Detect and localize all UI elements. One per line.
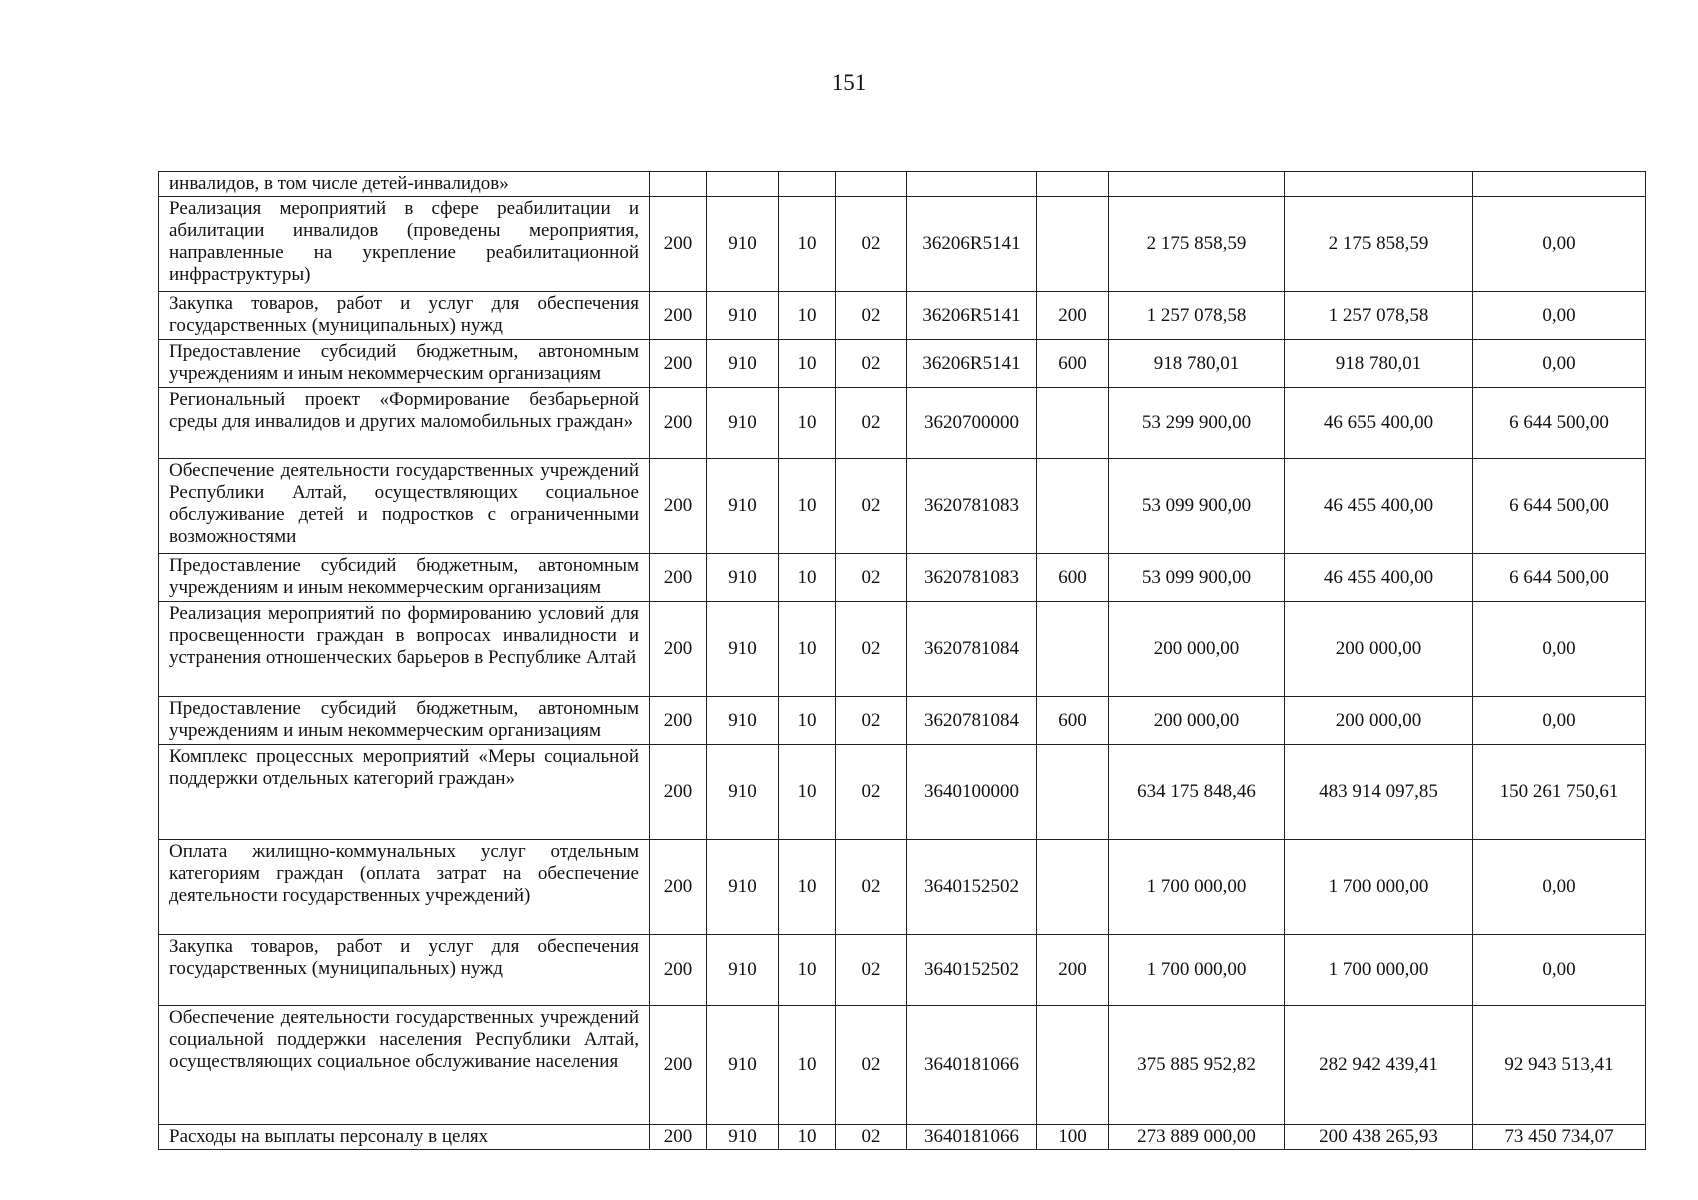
cell-total: 1 257 078,58 [1109,292,1285,340]
row-description: инвалидов, в том числе детей-инвалидов» [159,172,650,197]
table-row [159,388,1646,459]
cell-total: 375 885 952,82 [1109,1006,1285,1125]
cell-gr: 200 [650,340,707,388]
cell-pr: 02 [836,840,907,935]
cell-total: 53 099 900,00 [1109,554,1285,602]
cell-ved: 910 [707,602,779,697]
cell-vr: 600 [1037,554,1109,602]
cell-ved: 910 [707,388,779,459]
cell-regional: 200 000,00 [1285,602,1473,697]
cell-rz: 10 [779,554,836,602]
table-row [159,554,1646,602]
cell-ved: 910 [707,554,779,602]
cell-regional: 46 655 400,00 [1285,388,1473,459]
cell-gr: 200 [650,292,707,340]
table-row [159,459,1646,554]
cell-rz: 10 [779,1125,836,1150]
table-row [159,340,1646,388]
cell-federal: 0,00 [1473,292,1646,340]
cell-rz: 10 [779,388,836,459]
cell-gr [650,172,707,197]
cell-pr: 02 [836,292,907,340]
cell-rz: 10 [779,340,836,388]
cell-regional [1285,172,1473,197]
table-row [159,840,1646,935]
row-description: Закупка товаров, работ и услуг для обеспечения государственных (муниципальных) нужд [159,292,650,340]
cell-ved: 910 [707,459,779,554]
cell-rz: 10 [779,602,836,697]
cell-federal: 150 261 750,61 [1473,745,1646,840]
cell-gr: 200 [650,745,707,840]
cell-vr [1037,197,1109,292]
cell-total: 634 175 848,46 [1109,745,1285,840]
cell-pr [836,172,907,197]
cell-pr: 02 [836,340,907,388]
cell-federal: 0,00 [1473,197,1646,292]
row-description: Комплекс процессных мероприятий «Меры социальной поддержки отдельных категорий граждан» [159,745,650,840]
cell-rz: 10 [779,459,836,554]
row-description: Предоставление субсидий бюджетным, автономным учреждениям и иным некоммерческим организациям [159,340,650,388]
row-description: Обеспечение деятельности государственных учреждений Республики Алтай, осуществляющих социальное обслуживание детей и подростков с ограниченными возможностями [159,459,650,554]
row-description: Реализация мероприятий по формированию условий для просвещенности граждан в вопросах инвалидности и устранения отношенческих барьеров в Республике Алтай [159,602,650,697]
cell-federal: 73 450 734,07 [1473,1125,1646,1150]
row-description: Предоставление субсидий бюджетным, автономным учреждениям и иным некоммерческим организациям [159,697,650,745]
row-description: Оплата жилищно-коммунальных услуг отдельным категориям граждан (оплата затрат на обеспечение деятельности государственных учреждений) [159,840,650,935]
row-description: Расходы на выплаты персоналу в целях [159,1125,650,1150]
cell-csr: 3620781084 [907,697,1037,745]
cell-federal: 0,00 [1473,935,1646,1006]
row-description: Предоставление субсидий бюджетным, автономным учреждениям и иным некоммерческим организациям [159,554,650,602]
cell-pr: 02 [836,602,907,697]
cell-regional: 918 780,01 [1285,340,1473,388]
cell-csr: 36206R5141 [907,197,1037,292]
cell-csr: 3640181066 [907,1006,1037,1125]
cell-regional: 282 942 439,41 [1285,1006,1473,1125]
cell-federal: 92 943 513,41 [1473,1006,1646,1125]
cell-pr: 02 [836,459,907,554]
cell-regional: 2 175 858,59 [1285,197,1473,292]
cell-vr: 600 [1037,697,1109,745]
table-row [159,602,1646,697]
cell-gr: 200 [650,197,707,292]
cell-csr: 3620781084 [907,602,1037,697]
page-number: 151 [831,70,867,95]
cell-gr: 200 [650,697,707,745]
cell-regional: 200 000,00 [1285,697,1473,745]
cell-federal: 6 644 500,00 [1473,459,1646,554]
cell-total: 1 700 000,00 [1109,935,1285,1006]
cell-regional: 46 455 400,00 [1285,459,1473,554]
cell-ved [707,172,779,197]
cell-rz [779,172,836,197]
cell-vr: 200 [1037,292,1109,340]
cell-vr [1037,388,1109,459]
cell-total: 2 175 858,59 [1109,197,1285,292]
cell-vr: 600 [1037,340,1109,388]
cell-vr [1037,1006,1109,1125]
cell-gr: 200 [650,840,707,935]
table-row [159,197,1646,292]
cell-vr: 100 [1037,1125,1109,1150]
cell-ved: 910 [707,697,779,745]
cell-csr: 3620781083 [907,554,1037,602]
cell-pr: 02 [836,745,907,840]
cell-gr: 200 [650,602,707,697]
cell-rz: 10 [779,745,836,840]
cell-csr [907,172,1037,197]
cell-regional: 483 914 097,85 [1285,745,1473,840]
row-description: Региональный проект «Формирование безбарьерной среды для инвалидов и других маломобильных граждан» [159,388,650,459]
cell-gr: 200 [650,935,707,1006]
cell-total [1109,172,1285,197]
cell-rz: 10 [779,292,836,340]
cell-csr: 3620700000 [907,388,1037,459]
cell-gr: 200 [650,388,707,459]
cell-pr: 02 [836,697,907,745]
table-row [159,172,1646,197]
cell-csr: 3620781083 [907,459,1037,554]
cell-federal: 0,00 [1473,697,1646,745]
cell-rz: 10 [779,697,836,745]
cell-total: 273 889 000,00 [1109,1125,1285,1150]
cell-gr: 200 [650,1006,707,1125]
table-row [159,292,1646,340]
cell-regional: 1 700 000,00 [1285,840,1473,935]
cell-ved: 910 [707,1125,779,1150]
cell-csr: 3640100000 [907,745,1037,840]
cell-total: 53 099 900,00 [1109,459,1285,554]
cell-total: 918 780,01 [1109,340,1285,388]
cell-regional: 1 700 000,00 [1285,935,1473,1006]
cell-vr [1037,745,1109,840]
cell-ved: 910 [707,1006,779,1125]
cell-rz: 10 [779,935,836,1006]
cell-csr: 3640152502 [907,840,1037,935]
cell-pr: 02 [836,197,907,292]
cell-pr: 02 [836,935,907,1006]
table-row [159,1125,1646,1150]
cell-vr [1037,602,1109,697]
cell-regional: 200 438 265,93 [1285,1125,1473,1150]
table-row [159,697,1646,745]
table-row [159,1006,1646,1125]
cell-ved: 910 [707,292,779,340]
cell-pr: 02 [836,1006,907,1125]
cell-federal: 0,00 [1473,340,1646,388]
cell-pr: 02 [836,554,907,602]
cell-vr [1037,172,1109,197]
cell-gr: 200 [650,1125,707,1150]
cell-csr: 36206R5141 [907,292,1037,340]
cell-federal [1473,172,1646,197]
cell-vr [1037,459,1109,554]
cell-total: 200 000,00 [1109,697,1285,745]
cell-vr: 200 [1037,935,1109,1006]
cell-ved: 910 [707,745,779,840]
cell-rz: 10 [779,1006,836,1125]
cell-rz: 10 [779,840,836,935]
cell-ved: 910 [707,840,779,935]
cell-federal: 6 644 500,00 [1473,554,1646,602]
cell-ved: 910 [707,935,779,1006]
cell-rz: 10 [779,197,836,292]
table-row [159,935,1646,1006]
budget-table [158,171,1646,1150]
cell-regional: 46 455 400,00 [1285,554,1473,602]
cell-vr [1037,840,1109,935]
cell-pr: 02 [836,388,907,459]
cell-federal: 0,00 [1473,840,1646,935]
cell-ved: 910 [707,340,779,388]
cell-federal: 6 644 500,00 [1473,388,1646,459]
row-description: Обеспечение деятельности государственных учреждений социальной поддержки населения Республики Алтай, осуществляющих социальное обслуживание населения [159,1006,650,1125]
cell-pr: 02 [836,1125,907,1150]
cell-total: 200 000,00 [1109,602,1285,697]
cell-csr: 3640152502 [907,935,1037,1006]
row-description: Реализация мероприятий в сфере реабилитации и абилитации инвалидов (проведены мероприятия, направленные на укрепление реабилитационной инфраструктуры) [159,197,650,292]
cell-gr: 200 [650,459,707,554]
table-row [159,745,1646,840]
cell-csr: 3640181066 [907,1125,1037,1150]
cell-csr: 36206R5141 [907,340,1037,388]
cell-ved: 910 [707,197,779,292]
cell-total: 1 700 000,00 [1109,840,1285,935]
cell-total: 53 299 900,00 [1109,388,1285,459]
cell-federal: 0,00 [1473,602,1646,697]
cell-regional: 1 257 078,58 [1285,292,1473,340]
cell-gr: 200 [650,554,707,602]
row-description: Закупка товаров, работ и услуг для обеспечения государственных (муниципальных) нужд [159,935,650,1006]
